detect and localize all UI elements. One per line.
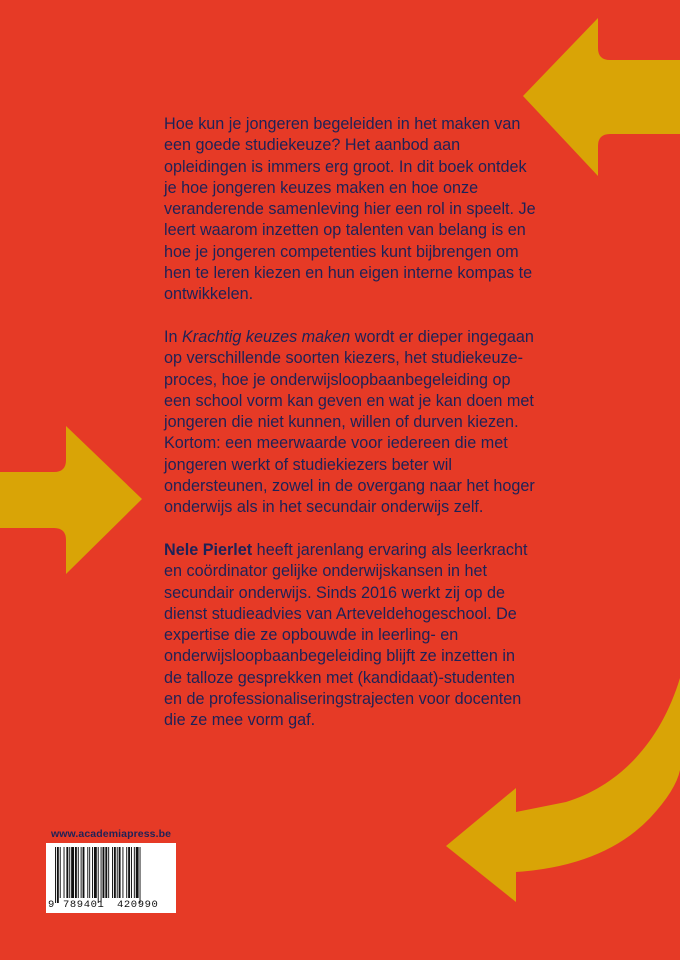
book-title: Krachtig keuzes maken bbox=[182, 327, 351, 346]
barcode-bar bbox=[131, 847, 132, 898]
barcode-bar bbox=[55, 847, 56, 903]
barcode-bar bbox=[117, 847, 118, 898]
isbn-group-1: 789401 bbox=[63, 899, 105, 911]
barcode-bar bbox=[114, 847, 116, 898]
barcode-bar bbox=[57, 847, 59, 903]
barcode-bar bbox=[83, 847, 85, 898]
publisher-url: www.academiapress.be bbox=[51, 828, 172, 840]
barcode-bar bbox=[101, 847, 102, 903]
barcode-bar bbox=[75, 847, 77, 898]
barcode-bar bbox=[69, 847, 70, 898]
barcode-bar bbox=[128, 847, 130, 898]
barcode-bar bbox=[66, 847, 68, 898]
barcode-bar bbox=[89, 847, 90, 898]
arrow-top-right bbox=[523, 18, 680, 176]
barcode-bar bbox=[81, 847, 82, 898]
barcode-bar bbox=[71, 847, 74, 898]
barcode-bar bbox=[78, 847, 79, 898]
barcode-bar bbox=[64, 847, 65, 898]
arrow-middle-left bbox=[0, 426, 142, 574]
barcode-bar bbox=[112, 847, 113, 898]
barcode-bar bbox=[98, 847, 99, 903]
barcode-bar bbox=[103, 847, 105, 898]
barcode-bar bbox=[94, 847, 97, 898]
author-bio-text: heeft jarenlang ervaring als leerkracht en coördinator gelijke onderwijskansen in het secundair onderwijs. Sinds 2016 werkt zij op de dienst studieadvies van Arteveldehogeschool. De expertise die ze opbouwde in leerling- en onderwijsloopbaanbegeleiding blijft ze inzetten in de talloze gesprekken met (kandidaat)-studenten en de professionaliseringstrajecten voor docenten die ze mee vorm gaf. bbox=[164, 540, 528, 730]
author-name: Nele Pierlet bbox=[164, 540, 253, 559]
back-cover-text bbox=[164, 114, 536, 732]
barcode-bar bbox=[87, 847, 88, 898]
barcode-bar bbox=[122, 847, 123, 898]
barcode-bar bbox=[108, 847, 109, 898]
barcode-bar bbox=[140, 847, 141, 903]
barcode-bar bbox=[92, 847, 93, 898]
barcode-bar bbox=[136, 847, 139, 898]
blurb-paragraph-1: Hoe kun je jongeren begeleiden in het maken van een goede studiekeuze? Het aanbod aan opleidingen is immers erg groot. In dit boek ontdek je hoe jongeren keuzes maken en hoe onze veranderende samenleving hier een rol in speelt. Je leert waarom inzetten op talenten van belang is en hoe je jongeren competenties kunt bijbrengen om hen te leren kiezen en hun eigen interne kompas te ontwikkelen. bbox=[164, 115, 536, 304]
barcode-bar bbox=[60, 847, 61, 898]
barcode bbox=[46, 843, 176, 913]
barcode-bar bbox=[119, 847, 121, 898]
p2-intro: In bbox=[164, 327, 182, 346]
author-bio bbox=[164, 540, 536, 732]
barcode-bar bbox=[126, 847, 127, 898]
blurb-paragraph-2 bbox=[164, 327, 536, 519]
p2-rest: wordt er dieper ingegaan op verschillende soorten kiezers, het studiekeuzeproces, hoe je onderwijsloopbaanbegeleiding op een school vorm kan geven en wat je kan doen met jongeren die niet kunnen, willen of durven kiezen. Kortom: een meerwaarde voor iedereen die met jongeren werkt of studiekiezers beter wil ondersteunen, zowel in de overgang naar het hoger onderwijs als in het secundair onderwijs zelf. bbox=[164, 327, 535, 517]
isbn-first-digit: 9 bbox=[48, 899, 55, 911]
barcode-bar bbox=[134, 847, 135, 898]
isbn-group-2: 420990 bbox=[117, 899, 159, 911]
barcode-bar bbox=[105, 847, 107, 898]
